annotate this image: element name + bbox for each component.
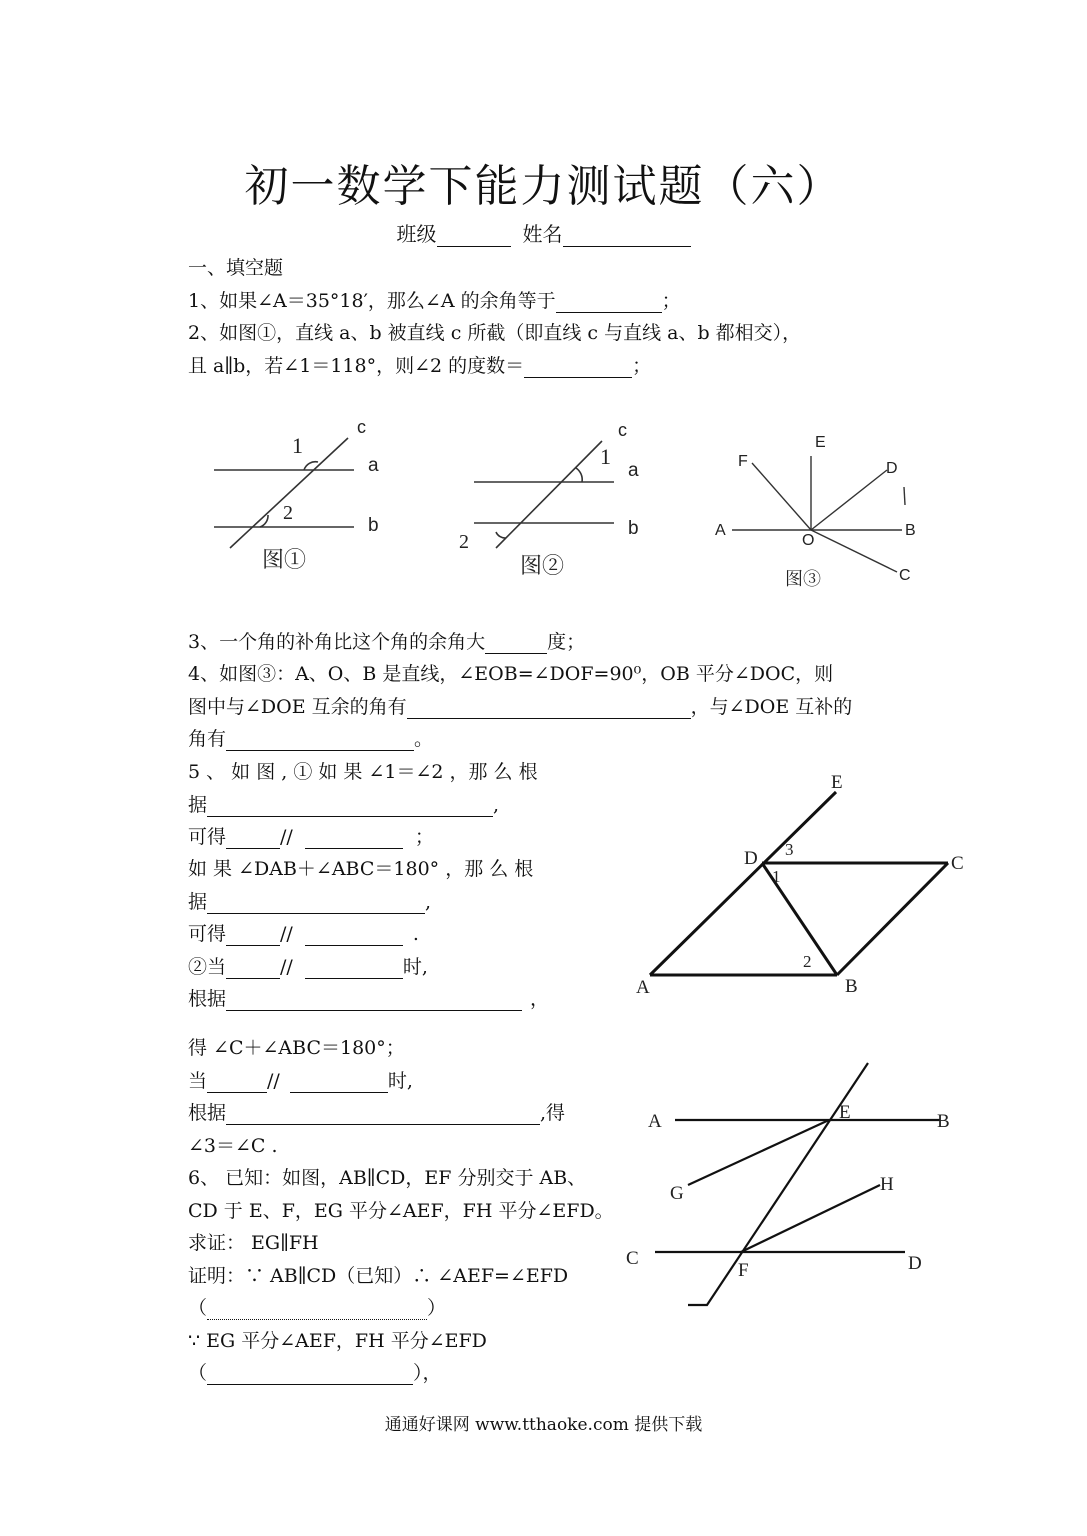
fig3-ray-oc: [811, 530, 897, 572]
q5-line-4: 如 果 ∠DAB＋∠ABC＝180° ，那 么 根: [188, 858, 534, 880]
q6-line-2: CD 于 E、F，EG 平分∠AEF，FH 平分∠EFD。: [188, 1200, 614, 1222]
q5-l10-end: 时,: [387, 1070, 413, 1092]
fig2-label-a: a: [628, 460, 639, 481]
fig3-tick-mark: [904, 487, 905, 505]
fig2-angle-2-arc: [496, 532, 506, 538]
q2-line-1: 2、如图①，直线 a、b 被直线 c 所截（即直线 c 与直线 a、b 都相交），: [188, 322, 802, 344]
fig2-angle-1-arc: [576, 468, 582, 482]
fig3-label-c: C: [899, 567, 911, 584]
fig1-label-b: b: [368, 515, 379, 536]
fig3-label-b: B: [905, 522, 916, 539]
fig6-label-b: B: [937, 1111, 950, 1132]
fig5-label-c: C: [951, 853, 964, 874]
q5-l11-start: 根据: [188, 1102, 227, 1124]
q4-line-2-end: ，与∠DOE 互补的: [690, 696, 853, 718]
fig5-label-e: E: [831, 772, 843, 793]
fig5-line-ae: [650, 792, 836, 975]
q5-line-9: 得 ∠C＋∠ABC＝180°；: [188, 1037, 405, 1059]
name-label: 姓名: [522, 222, 563, 246]
fig2-label-1: 1: [600, 444, 611, 469]
q5-l5-end: ,: [425, 891, 432, 913]
q5-l6-start: 可得: [188, 923, 227, 945]
fig1-label-a: a: [368, 455, 379, 476]
fig5-label-b: B: [845, 976, 858, 997]
figure-1: [214, 438, 354, 548]
q5-l3-end: ；: [414, 826, 434, 848]
fig3-label-d: D: [886, 460, 898, 477]
fig5-label-1: 1: [772, 867, 781, 886]
fig2-caption: 图②: [520, 553, 565, 578]
fig3-label-f: F: [738, 453, 748, 470]
q5-l7-start: ②当: [188, 956, 227, 978]
q5-l7-end: 时,: [402, 956, 428, 978]
figure-6: [655, 1063, 940, 1305]
q4-line-3-end: 。: [414, 728, 434, 750]
fig6-label-a: A: [648, 1111, 662, 1132]
q5-l8-start: 根据: [188, 988, 227, 1010]
q5-l10-start: 当: [188, 1070, 208, 1092]
fig3-caption: 图③: [785, 569, 821, 589]
q5-l6-end: .: [412, 923, 419, 945]
q5-l3-start: 可得: [188, 826, 227, 848]
footer-note: 通通好课网 www.tthaoke.com 提供下载: [384, 1415, 703, 1435]
q5-l2-start: 据: [188, 794, 208, 816]
q5-line-12: ∠3＝∠C .: [188, 1135, 278, 1157]
fig3-label-a: A: [715, 522, 726, 539]
q5-line-1: 5 、 如 图 , ① 如 果 ∠1＝∠2 ，那 么 根: [188, 761, 538, 783]
fig1-label-1: 1: [292, 433, 303, 458]
fig6-label-h: H: [880, 1174, 894, 1195]
fig6-line-ef: [688, 1063, 868, 1305]
fig3-ray-od: [811, 470, 887, 530]
fig6-label-e: E: [839, 1102, 851, 1123]
fig2-label-c: c: [618, 420, 627, 440]
section-title: 一、填空题: [188, 257, 284, 279]
figure-5: [650, 792, 948, 975]
figure-2: [474, 441, 614, 548]
q5-l5-start: 据: [188, 891, 208, 913]
fig6-label-f: F: [738, 1260, 749, 1281]
q5-l11-end: ,得: [540, 1102, 566, 1124]
fig3-label-e: E: [815, 434, 826, 451]
fig1-label-c: c: [357, 417, 366, 437]
fig6-label-d: D: [908, 1253, 922, 1274]
q4-line-2-start: 图中与∠DOE 互余的角有: [188, 696, 407, 718]
fig2-label-b: b: [628, 518, 639, 539]
q5-l10-parallel: //: [267, 1070, 280, 1092]
q5-l6-parallel: //: [280, 923, 293, 945]
fig3-label-o: O: [802, 532, 815, 549]
q5-l3-parallel: //: [280, 826, 293, 848]
fig1-caption: 图①: [262, 547, 307, 572]
q6-line-1: 6、 已知：如图，AB∥CD，EF 分别交于 AB、: [188, 1167, 587, 1189]
class-label: 班级: [396, 222, 437, 246]
q4-line-3-start: 角有: [188, 728, 227, 750]
q3-text: 3、一个角的补角比这个角的余角大: [188, 631, 486, 653]
q6-line-4: 证明：∵ AB∥CD（已知）∴ ∠AEF=∠EFD: [188, 1265, 569, 1287]
fig6-label-c: C: [626, 1248, 639, 1269]
fig5-label-d: D: [744, 848, 758, 869]
fig6-label-g: G: [670, 1183, 684, 1204]
fig5-line-bc: [837, 863, 948, 975]
q2-end: ；: [632, 355, 652, 377]
fig5-label-3: 3: [785, 840, 794, 859]
q4-line-1: 4、如图③：A、O、B 是直线，∠EOB=∠DOF=90⁰，OB 平分∠DOC，则: [188, 663, 834, 685]
q6-l5-close: ）: [427, 1297, 447, 1319]
q6-l7-open: （: [188, 1362, 208, 1384]
fig1-label-2: 2: [283, 502, 293, 524]
q1-end: ；: [661, 290, 681, 312]
fig3-ray-of: [752, 463, 811, 530]
q6-l7-close: ），: [413, 1362, 442, 1384]
fig5-label-a: A: [636, 977, 650, 998]
q1-text: 1、如果∠A＝35°18′，那么∠A 的余角等于: [188, 290, 556, 312]
q6-line-3: 求证： EG∥FH: [188, 1232, 319, 1254]
fig5-label-2: 2: [803, 952, 812, 971]
q6-l5-open: （: [188, 1297, 208, 1319]
figure-3: [732, 456, 905, 572]
q6-line-6: ∵ EG 平分∠AEF，FH 平分∠EFD: [188, 1330, 487, 1352]
q5-l7-parallel: //: [280, 956, 293, 978]
q2-line-2: 且 a∥b，若∠1＝118°，则∠2 的度数＝: [188, 355, 525, 377]
q5-l8-end: ，: [530, 988, 550, 1010]
fig2-line-c: [496, 441, 602, 548]
q5-l2-end: ,: [493, 794, 500, 816]
page-title: 初一数学下能力测试题（六）: [244, 161, 843, 212]
q3-end: 度；: [547, 631, 586, 653]
fig6-ray-fh: [741, 1185, 880, 1252]
fig1-line-c: [230, 438, 348, 548]
fig2-label-2: 2: [459, 531, 469, 553]
